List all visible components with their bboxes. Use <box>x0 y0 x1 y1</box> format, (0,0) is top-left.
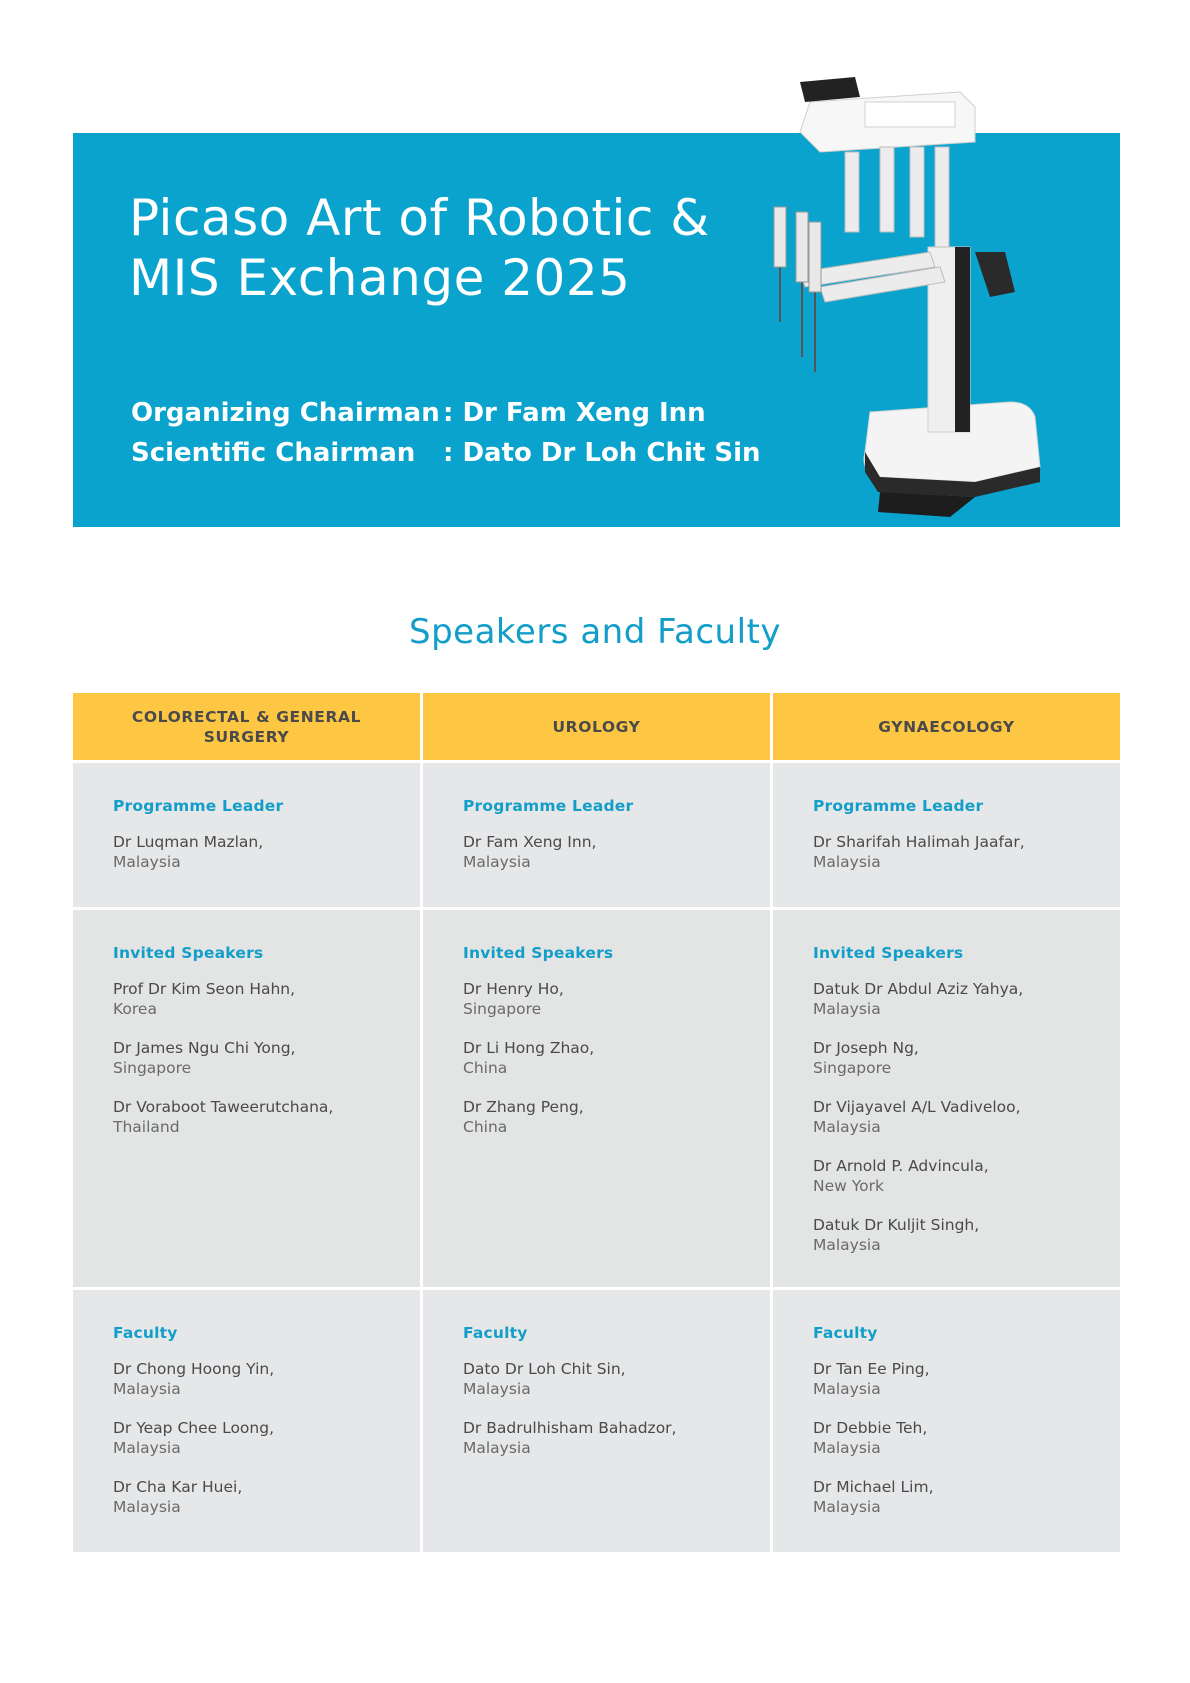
person-entry <box>813 1359 1100 1399</box>
person-country: Malaysia <box>113 1380 181 1398</box>
person-entry <box>113 1477 400 1517</box>
person-entry <box>113 1418 400 1458</box>
person-entry <box>463 832 750 872</box>
person-country: Singapore <box>113 1059 192 1077</box>
table-cell <box>773 910 1120 1287</box>
person-name: Dr Li Hong Zhao, <box>463 1039 595 1057</box>
person-name: Dr Cha Kar Huei, <box>113 1478 243 1496</box>
row-label: Invited Speakers <box>463 944 614 962</box>
person-name: Dr Henry Ho, <box>463 980 564 998</box>
person-country: Malaysia <box>463 853 531 871</box>
person-country: Malaysia <box>113 1498 181 1516</box>
person-name: Dr Arnold P. Advincula, <box>813 1157 989 1175</box>
table-cell <box>423 910 770 1287</box>
row-label: Faculty <box>113 1324 178 1342</box>
person-name: Dr Fam Xeng Inn, <box>463 833 597 851</box>
person-entry <box>813 1215 1100 1255</box>
row-label: Programme Leader <box>813 797 984 815</box>
row-label: Faculty <box>813 1324 878 1342</box>
table-cell <box>73 1290 420 1552</box>
person-name: Dr Vijayavel A/L Vadiveloo, <box>813 1098 1021 1116</box>
chairman-name: : Dr Fam Xeng Inn <box>443 398 706 428</box>
person-country: Singapore <box>463 1000 542 1018</box>
person-name: Datuk Dr Kuljit Singh, <box>813 1216 980 1234</box>
person-country: Malaysia <box>813 1439 881 1457</box>
person-country: Malaysia <box>813 1118 881 1136</box>
person-entry <box>463 1418 750 1458</box>
person-country: Malaysia <box>813 1236 881 1254</box>
person-name: Dr James Ngu Chi Yong, <box>113 1039 296 1057</box>
person-entry <box>813 1038 1100 1078</box>
row-label: Invited Speakers <box>813 944 964 962</box>
row-label: Faculty <box>463 1324 528 1342</box>
column-header: GYNAECOLOGY <box>773 693 1120 760</box>
person-name: Dr Tan Ee Ping, <box>813 1360 930 1378</box>
row-label: Programme Leader <box>463 797 634 815</box>
person-country: Malaysia <box>813 1380 881 1398</box>
person-entry <box>813 979 1100 1019</box>
section-title: Speakers and Faculty <box>409 612 781 652</box>
table-cell <box>423 1290 770 1552</box>
chairman-name: : Dato Dr Loh Chit Sin <box>443 438 761 468</box>
table-cell <box>423 763 770 907</box>
person-entry <box>813 1477 1100 1517</box>
person-entry <box>113 1038 400 1078</box>
person-country: New York <box>813 1177 884 1195</box>
person-name: Dr Luqman Mazlan, <box>113 833 264 851</box>
column-header: COLORECTAL & GENERAL SURGERY <box>73 693 420 760</box>
person-country: Malaysia <box>113 1439 181 1457</box>
person-name: Dr Voraboot Taweerutchana, <box>113 1098 334 1116</box>
table-cell <box>73 763 420 907</box>
person-entry <box>113 979 400 1019</box>
table-cell <box>773 1290 1120 1552</box>
person-entry <box>813 1418 1100 1458</box>
surgical-robot-image <box>760 72 1120 522</box>
person-country: Malaysia <box>113 853 181 871</box>
event-title: Picaso Art of Robotic & MIS Exchange 2025 <box>129 189 710 307</box>
person-name: Dr Debbie Teh, <box>813 1419 928 1437</box>
person-country: Malaysia <box>813 853 881 871</box>
person-name: Dr Joseph Ng, <box>813 1039 919 1057</box>
person-entry <box>463 979 750 1019</box>
table-cell <box>773 763 1120 907</box>
person-entry <box>463 1038 750 1078</box>
person-entry <box>813 1097 1100 1137</box>
row-label: Invited Speakers <box>113 944 264 962</box>
table-cell <box>73 910 420 1287</box>
person-name: Dr Badrulhisham Bahadzor, <box>463 1419 677 1437</box>
person-name: Dr Zhang Peng, <box>463 1098 584 1116</box>
person-country: Malaysia <box>813 1498 881 1516</box>
column-header: UROLOGY <box>423 693 770 760</box>
person-name: Dr Chong Hoong Yin, <box>113 1360 275 1378</box>
person-entry <box>813 832 1100 872</box>
person-name: Dato Dr Loh Chit Sin, <box>463 1360 626 1378</box>
person-name: Datuk Dr Abdul Aziz Yahya, <box>813 980 1024 998</box>
faculty-table <box>73 693 1120 1552</box>
person-entry <box>463 1359 750 1399</box>
person-entry <box>113 1097 400 1137</box>
person-country: China <box>463 1059 508 1077</box>
person-country: Malaysia <box>463 1439 531 1457</box>
person-country: Korea <box>113 1000 157 1018</box>
person-country: Singapore <box>813 1059 892 1077</box>
person-entry <box>463 1097 750 1137</box>
person-country: Thailand <box>113 1118 180 1136</box>
person-entry <box>113 1359 400 1399</box>
person-name: Dr Michael Lim, <box>813 1478 934 1496</box>
chairman-role: Organizing Chairman <box>131 398 440 428</box>
person-entry <box>113 832 400 872</box>
chairman-role: Scientific Chairman <box>131 438 416 468</box>
person-country: China <box>463 1118 508 1136</box>
person-country: Malaysia <box>463 1380 531 1398</box>
person-entry <box>813 1156 1100 1196</box>
person-name: Dr Sharifah Halimah Jaafar, <box>813 833 1025 851</box>
row-label: Programme Leader <box>113 797 284 815</box>
person-country: Malaysia <box>813 1000 881 1018</box>
person-name: Prof Dr Kim Seon Hahn, <box>113 980 296 998</box>
person-name: Dr Yeap Chee Loong, <box>113 1419 275 1437</box>
